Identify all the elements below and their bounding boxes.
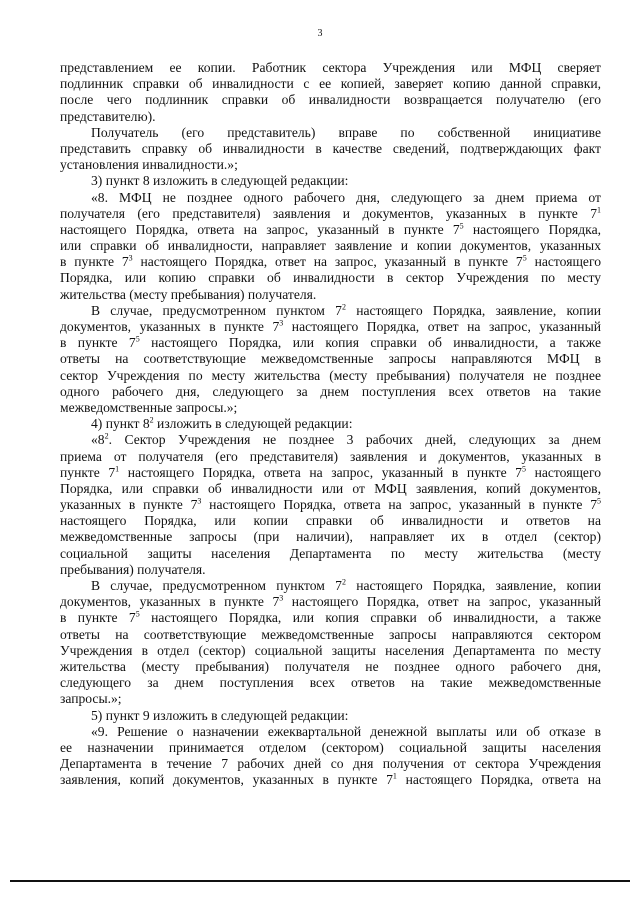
text-line (60, 740, 601, 756)
text-segment: настоящего (526, 254, 601, 270)
text-line (60, 368, 601, 384)
superscript-index: 5 (522, 253, 527, 263)
text-segment: запросы.»; (60, 691, 122, 707)
text-line (60, 319, 601, 335)
text-line (60, 206, 601, 222)
text-line (60, 254, 601, 270)
text-line (60, 513, 601, 529)
superscript-index: 1 (115, 464, 120, 474)
superscript-index: 2 (149, 415, 154, 425)
page-number: 3 (317, 28, 323, 39)
text-line (60, 303, 601, 319)
text-segment: Департамента в течение 7 рабочих дней со дня получения от сектора Учреждения (60, 756, 601, 772)
superscript-index: 5 (135, 609, 140, 619)
text-segment: заявления, копий документов, указанных в пункте 7 (60, 772, 393, 788)
superscript-index: 1 (392, 771, 397, 781)
text-line (60, 772, 601, 788)
text-line (60, 497, 601, 513)
text-segment: 3) пункт 8 изложить в следующей редакции: (91, 173, 349, 189)
text-segment: настоящего Порядка, или копия справки об инвалидности, а также (139, 610, 602, 626)
text-segment: установления инвалидности.»; (60, 157, 238, 173)
superscript-index: 5 (459, 221, 464, 231)
text-segment: настоящего Порядка, ответ на запрос, указанный (283, 319, 601, 334)
text-line (60, 594, 601, 610)
superscript-index: 2 (104, 431, 109, 441)
text-segment: сектор Учреждения по месту жительства (месту пребывания) получателя не позднее (60, 367, 601, 383)
text-segment: после чего подлинник справки об инвалидности возвращается получателю (его (60, 92, 601, 108)
text-segment: в пункте 7 (60, 335, 136, 351)
text-line (60, 141, 601, 157)
text-segment: настоящего Порядка, ответ на запрос, указанный в пункте 7 (132, 254, 523, 270)
text-segment: настоящего Порядка, ответа на запрос, указанный в пункте 7 (119, 464, 522, 480)
text-segment: «9. Решение о назначении ежеквартальной денежной выплаты или об отказе в (91, 723, 601, 739)
text-line (60, 659, 601, 675)
text-segment: настоящего Порядка, ответ на запрос, указанный (283, 594, 601, 610)
text-line (60, 546, 601, 562)
text-line (60, 416, 601, 432)
superscript-index: 3 (128, 253, 133, 263)
text-line (60, 92, 601, 108)
text-segment: Порядка, или справки об инвалидности или от МФЦ заявления, копий документов, (60, 480, 601, 496)
text-segment: следующего за днем поступления всех ответов на такие межведомственные (60, 675, 601, 691)
text-segment: или справки об инвалидности, направляет заявление и копии документов, указанных (60, 238, 601, 254)
text-line (60, 529, 601, 545)
text-line (60, 157, 601, 173)
text-line (60, 287, 601, 303)
superscript-index: 2 (341, 577, 346, 587)
text-segment: указанных в пункте 7 (60, 497, 198, 513)
text-line (60, 481, 601, 497)
text-segment: пункте 7 (60, 464, 116, 480)
text-segment: настоящего Порядка, (463, 221, 601, 237)
text-line (60, 627, 601, 643)
text-line (60, 384, 601, 400)
text-segment: настоящего Порядка, ответа на запрос, указанный в пункте 7 (60, 221, 460, 237)
text-line (60, 708, 601, 724)
text-segment: . Сектор Учреждения не позднее 3 рабочих дней, следующих за днем (108, 432, 601, 448)
superscript-index: 2 (341, 302, 346, 312)
text-segment: социальной защиты населения Департамента по месту жительства (месту (60, 545, 601, 561)
text-segment: ответы на соответствующие межведомственные запросы направляются МФЦ в (60, 351, 601, 367)
text-line (60, 125, 601, 141)
text-line (60, 109, 601, 125)
text-segment: «8 (91, 432, 105, 448)
superscript-index: 1 (597, 205, 601, 215)
text-line (60, 756, 601, 772)
text-segment: подлинник справки об инвалидности с ее копией, заверяет копию данной справки, (60, 76, 601, 92)
text-line (60, 643, 601, 659)
text-line (60, 724, 601, 740)
text-line (60, 578, 601, 594)
text-segment: 5) пункт 9 изложить в следующей редакции: (91, 707, 349, 723)
text-segment: 4) пункт 8 (91, 416, 150, 432)
superscript-index: 3 (279, 318, 284, 328)
text-line (60, 432, 601, 448)
text-line (60, 222, 601, 238)
text-segment: пребывания) получателя. (60, 561, 206, 577)
text-line (60, 335, 601, 351)
text-segment: представителю). (60, 108, 156, 124)
text-segment: ответы на соответствующие межведомственные запросы направляются сектором (60, 626, 601, 642)
text-line (60, 465, 601, 481)
text-segment: «8. МФЦ не позднее одного рабочего дня, следующего за днем приема от (91, 189, 601, 205)
text-segment: настоящего Порядка, заявление, копии (345, 578, 601, 593)
text-line (60, 351, 601, 367)
text-line (60, 610, 601, 626)
text-line (60, 449, 601, 465)
superscript-index: 5 (597, 496, 601, 506)
superscript-index: 3 (279, 593, 284, 603)
superscript-index: 5 (135, 334, 140, 344)
text-segment: ее назначении принимается отделом (сектором) социальной защиты населения (60, 739, 601, 755)
text-line (60, 60, 601, 76)
text-segment: Порядка, или копию справки об инвалидности в сектор Учреждения по месту (60, 270, 601, 286)
text-line (60, 400, 601, 416)
text-line (60, 675, 601, 691)
document-body (60, 60, 601, 788)
text-segment: межведомственные запросы.»; (60, 399, 238, 415)
text-segment: в пункте 7 (60, 254, 129, 270)
footer-rule (10, 880, 630, 882)
text-segment: настоящего (525, 464, 601, 480)
text-line (60, 173, 601, 189)
text-segment: В случае, предусмотренном пунктом 7 (91, 578, 342, 593)
text-line (60, 691, 601, 707)
text-segment: получателя (его представителя) заявления и документов, указанных в пункте 7 (60, 205, 597, 221)
text-segment: жительства (месту пребывания) получателя не позднее одного рабочего дня, (60, 658, 601, 674)
text-segment: изложить в следующей редакции: (153, 416, 353, 432)
text-line (60, 238, 601, 254)
text-line (60, 190, 601, 206)
text-segment: представить справку об инвалидности в качестве сведений, подтверждающих факт (60, 140, 601, 156)
text-segment: межведомственные запросы (при наличии), направляет их в отдел (сектор) (60, 529, 601, 545)
text-segment: настоящего Порядка, ответа на запрос, указанный в пункте 7 (201, 497, 597, 513)
text-line (60, 76, 601, 92)
text-segment: приема от получателя (его представителя) заявления и документов, указанных в (60, 448, 601, 464)
text-segment: документов, указанных в пункте 7 (60, 594, 280, 610)
text-segment: одного рабочего дня, следующего за днем поступления всех ответов на такие (60, 383, 601, 399)
text-segment: представлением ее копии. Работник сектора Учреждения или МФЦ сверяет (60, 60, 601, 75)
text-segment: Учреждения в отдел (сектор) социальной защиты населения Департамента по месту (60, 642, 601, 658)
text-segment: настоящего Порядка, ответа на (396, 772, 601, 788)
text-segment: документов, указанных в пункте 7 (60, 319, 280, 334)
text-segment: жительства (месту пребывания) получателя. (60, 286, 317, 302)
superscript-index: 3 (197, 496, 202, 506)
text-segment: настоящего Порядка, или копия справки об инвалидности, а также (139, 335, 602, 351)
text-line (60, 270, 601, 286)
text-segment: настоящего Порядка, заявление, копии (345, 302, 601, 318)
text-segment: в пункте 7 (60, 610, 136, 626)
superscript-index: 5 (521, 464, 526, 474)
text-line (60, 562, 601, 578)
text-segment: В случае, предусмотренном пунктом 7 (91, 302, 342, 318)
text-segment: Получатель (его представитель) вправе по собственной инициативе (91, 124, 601, 140)
text-segment: настоящего Порядка, или копии справки об инвалидности и ответов на (60, 513, 601, 529)
